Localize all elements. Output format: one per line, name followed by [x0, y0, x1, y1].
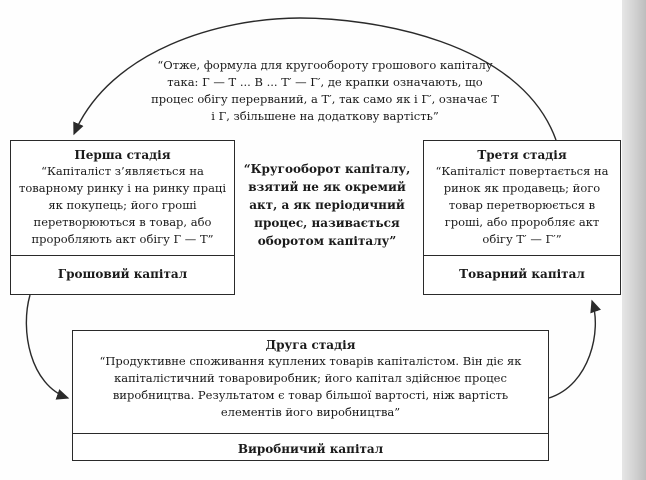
stage-title: Друга стадія [265, 338, 356, 352]
stage-divider [424, 255, 620, 256]
stage-second-box [72, 330, 549, 461]
capital-turnover-definition: “Кругооборот капіталу, взятий не як окремий акт, а як періодичний процес, називається оборотом капіталу” [243, 162, 411, 248]
stage-capital-label: Грошовий капітал [57, 267, 188, 281]
stage-third-box [423, 140, 621, 295]
stage-capital-label: Товарний капітал [459, 267, 585, 281]
stage-title: Третя стадія [477, 148, 567, 162]
stage-divider [73, 433, 548, 434]
arc-right [549, 301, 595, 398]
stage-description: “Капіталіст повертається на ринок як продавець; його товар перетворюється в гроші, або проробляє акт обігу Т′ — Г′” [435, 164, 609, 246]
money-capital-formula-quote: “Отже, формула для кругообороту грошового капіталу така: Г — Т ... В ... Т′ — Г′, де крапки означають, що процес обігу перерваний, а Т′, так само як і Г′, означає Т і Г, збільшене на додаткову вартість” [151, 58, 499, 123]
stage-description: “Продуктивне споживання куплених товарів капіталістом. Він діє як капіталістичний товаровиробник; його капітал здійснює процес виробництва. Результатом є товар більшої вартості, ніж вартість елементів його виробництва” [99, 354, 522, 419]
arc-left [26, 295, 68, 398]
stage-first-box [10, 140, 235, 295]
stage-divider [11, 255, 234, 256]
stage-description: “Капіталіст з’являється на товарному ринку і на ринку праці як покупець; його гроші перетворюються в товар, або проробляють акт обігу Г — Т” [19, 164, 226, 246]
stage-title: Перша стадія [74, 148, 171, 162]
stage-capital-label: Виробничий капітал [237, 442, 384, 456]
